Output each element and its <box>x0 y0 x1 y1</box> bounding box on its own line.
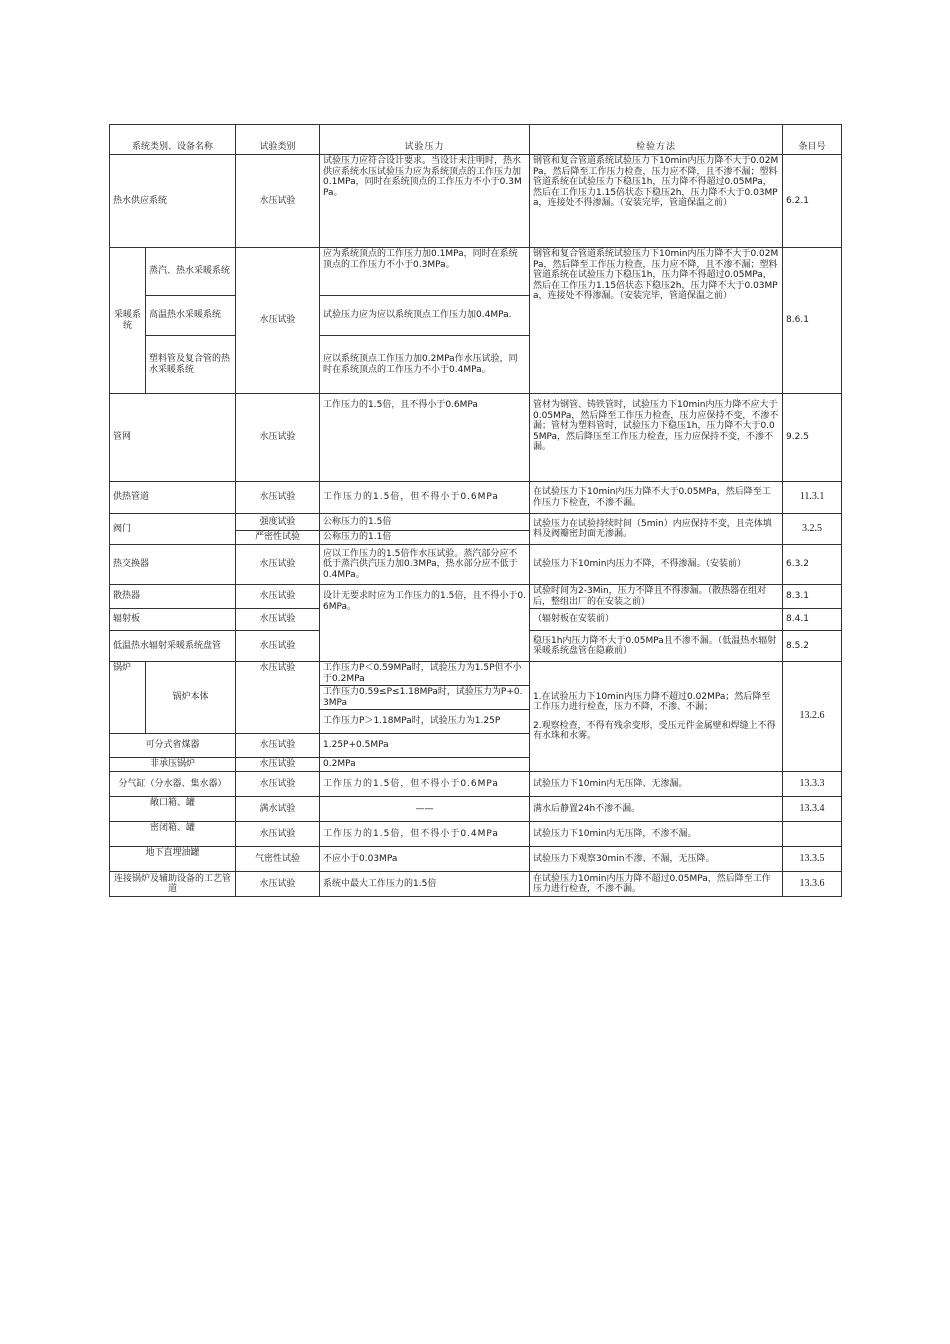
header-clause: 条目号 <box>783 125 842 155</box>
row-name: 低温热水辐射采暖系统盘管 <box>110 631 236 662</box>
heating-pressure3: 应以系统顶点工作压力加0.2MPa作水压试验，同时在系统顶点的工作压力不小于0.4MPa。 <box>320 336 530 394</box>
row-pressure: —— <box>320 797 530 822</box>
row-name: 管网 <box>110 394 236 482</box>
row-clause: 6.3.2 <box>783 545 842 585</box>
row-clause: 13.3.5 <box>783 847 842 872</box>
heating-pressure2: 试验压力应为应以系统顶点工作压力加0.4MPa. <box>320 296 530 336</box>
row-type: 水压试验 <box>236 631 320 662</box>
row-clause: 11.3.1 <box>783 482 842 514</box>
economizer-type: 水压试验 <box>236 734 320 758</box>
boiler-body: 锅炉本体 <box>146 662 236 734</box>
row-clause: 8.3.1 <box>783 585 842 609</box>
row-type: 强度试验 <box>236 514 320 531</box>
table-row <box>110 822 842 847</box>
row-method: 钢管和复合管道系统试验压力下10min内压力降不大于0.02MPa，然后降至工作压力检查，压力应不降，且不渗不漏；塑料管道系统在试验压力下稳压1h，压力降不得超过0.05MPa，然后在工作压力1.15倍状态下稳压2h，压力降不大于0.03MPa，连接处不得渗漏。（安装完毕，管道保温之前） <box>530 155 783 248</box>
economizer-name: 可分式省煤器 <box>110 734 236 758</box>
row-name: 连接锅炉及辅助设备的工艺管道 <box>110 872 236 897</box>
row-type: 水压试验 <box>236 545 320 585</box>
row-method: 稳压1h内压力降不大于0.05MPa且不渗不漏。（低温热水辐射采暖系统盘管在隐蔽前） <box>530 631 783 662</box>
heating-type: 水压试验 <box>236 248 320 394</box>
heating-pressure1: 应为系统顶点的工作压力加0.1MPa，同时在系统顶点的工作压力不小于0.3MPa。 <box>320 248 530 296</box>
row-name: 密闭箱、罐 <box>110 822 236 847</box>
row-name: 敞口箱、罐 <box>110 797 236 822</box>
row-pressure: 公称压力的1.1倍 <box>320 531 530 545</box>
row-method: 试验时间为2-3Min，压力不降且不得渗漏。（散热器在组对后，整组出厂的在安装之前） <box>530 585 783 609</box>
row-method: 试验压力下10min内无压降、无渗漏。 <box>530 772 783 797</box>
header-pressure: 试验压力 <box>320 125 530 155</box>
row-method: 试验压力下观察30min不渗、不漏，无压降。 <box>530 847 783 872</box>
row-name: 辐射板 <box>110 609 236 631</box>
row-method: 满水后静置24h不渗不漏。 <box>530 797 783 822</box>
heating-clause: 8.6.1 <box>783 248 842 394</box>
boiler-pressure3: 工作压力P＞1.18MPa时，试验压力为1.25P <box>320 710 530 734</box>
row-pressure: 工作压力的1.5倍，且不得小于0.6MPa <box>320 394 530 482</box>
row-pressure: 工作压力的1.5倍，但不得小于0.6MPa <box>320 772 530 797</box>
row-clause: 13.3.3 <box>783 772 842 797</box>
row-clause <box>783 822 842 847</box>
table-row <box>110 514 842 531</box>
table-row <box>110 482 842 514</box>
row-type: 水压试验 <box>236 772 320 797</box>
header-method: 检验方法 <box>530 125 783 155</box>
row-method: 管材为钢管、铸铁管时，试验压力下10min内压力降不应大于0.05MPa，然后降至工作压力检查，压力应保持不变，不渗不漏；管材为塑料管时，试验压力下稳压1h，压力降不大于0.05MPa，然后降压至工作压力检查，压力应保持不变，不渗不漏。 <box>530 394 783 482</box>
document-page <box>109 124 841 897</box>
row-type: 水压试验 <box>236 609 320 631</box>
row-clause: 9.2.5 <box>783 394 842 482</box>
row-type: 满水试验 <box>236 797 320 822</box>
row-type: 水压试验 <box>236 872 320 897</box>
row-clause: 13.3.6 <box>783 872 842 897</box>
row-type: 水压试验 <box>236 394 320 482</box>
row-pressure: 试验压力应符合设计要求。当设计未注明时，热水供应系统水压试验压力应为系统顶点的工作压力加0.1MPa，同时在系统顶点的工作压力不小于0.3MPa。 <box>320 155 530 248</box>
row-method: 在试验压力下10min内压力降不大于0.05MPa，然后降至工作压力下检查，不渗不漏。 <box>530 482 783 514</box>
row-type: 严密性试验 <box>236 531 320 545</box>
table-row <box>110 847 842 872</box>
row-clause: 8.5.2 <box>783 631 842 662</box>
heating-group: 采暖系统 <box>110 248 146 394</box>
row-type: 水压试验 <box>236 822 320 847</box>
row-name: 热交换器 <box>110 545 236 585</box>
row-name: 散热器 <box>110 585 236 609</box>
row-clause: 3.2.5 <box>783 514 842 545</box>
table-row <box>110 797 842 822</box>
row-type: 水压试验 <box>236 585 320 609</box>
boiler-method-step1: 1.在试验压力下10min内压力降不超过0.02MPa；然后降至工作压力进行检查，压力不降，不渗、不漏； <box>533 691 771 712</box>
row-pressure: 工作压力的1.5倍，但不得小于0.6MPa <box>320 482 530 514</box>
row-type: 水压试验 <box>236 155 320 248</box>
row-name: 供热管道 <box>110 482 236 514</box>
heating-sub3: 塑料管及复合管的热水采暖系统 <box>146 336 236 394</box>
row-method: 在试验压力10min内压力降不超过0.05MPa，然后降至工作压力进行检查，不渗不漏。 <box>530 872 783 897</box>
table-row <box>110 394 842 482</box>
header-test-type: 试验类别 <box>236 125 320 155</box>
heating-method: 钢管和复合管道系统试验压力下10min内压力降不大于0.02MPa，然后降至工作压力检查，压力应不降，且不渗不漏；塑料管道系统在试验压力下稳压1h，压力降不得超过0.05MPa，然后在工作压力1.15倍状态下稳压2h，压力降不大于0.03MPa，连接处不得渗漏。（安装完毕，管道保温之前） <box>530 248 783 394</box>
boiler-method <box>530 662 783 772</box>
boiler-type: 水压试验 <box>236 662 320 734</box>
row-method: 试验压力在试验持续时间（5min）内应保持不变，且壳体填料及阀瓣密封面无渗漏。 <box>530 514 783 545</box>
row-name: 分气缸（分水器、集水器） <box>110 772 236 797</box>
boiler-pressure1: 工作压力P＜0.59MPa时，试验压力为1.5P但不小于0.2MPa <box>320 662 530 686</box>
boiler-pressure2: 工作压力0.59≤P≤1.18MPa时，试验压力为P+0.3MPa <box>320 686 530 710</box>
row-pressure: 系统中最大工作压力的1.5倍 <box>320 872 530 897</box>
row-method: （辐射板在安装前） <box>530 609 783 631</box>
row-clause: 13.3.4 <box>783 797 842 822</box>
boiler-method-step2: 2.观察检查，不得有残余变形，受压元件金属壁和焊缝上不得有水珠和水雾。 <box>533 720 776 741</box>
heating-sub1: 蒸汽、热水采暖系统 <box>146 248 236 296</box>
row-clause: 8.4.1 <box>783 609 842 631</box>
row-method: 试验压力下10min内压力不降，不得渗漏。（安装前） <box>530 545 783 585</box>
nonpressure-pressure: 0.2MPa <box>320 758 530 772</box>
heating-sub2: 高温热水采暖系统 <box>146 296 236 336</box>
row-pressure: 工作压力的1.5倍，但不得小于0.4MPa <box>320 822 530 847</box>
row-clause: 6.2.1 <box>783 155 842 248</box>
row-type: 水压试验 <box>236 482 320 514</box>
row-name: 阀门 <box>110 514 236 545</box>
table-row <box>110 248 842 296</box>
header-row <box>110 125 842 155</box>
table-row <box>110 872 842 897</box>
row-name: 热水供应系统 <box>110 155 236 248</box>
row-name: 地下直埋油罐 <box>110 847 236 872</box>
table-row <box>110 545 842 585</box>
table-row <box>110 585 842 609</box>
economizer-pressure: 1.25P+0.5MPa <box>320 734 530 758</box>
table-row <box>110 662 842 686</box>
row-pressure: 公称压力的1.5倍 <box>320 514 530 531</box>
table-row <box>110 155 842 248</box>
row-method: 试验压力下10min内无压降，不渗不漏。 <box>530 822 783 847</box>
table-row <box>110 772 842 797</box>
row-pressure: 应以工作压力的1.5倍作水压试验。蒸汽部分应不低于蒸汽供汽压力加0.3MPa，热水部分应不低于0.4MPa。 <box>320 545 530 585</box>
header-system: 系统类别、设备名称 <box>110 125 236 155</box>
nonpressure-name: 非承压锅炉 <box>110 758 236 772</box>
boiler-group: 锅炉 <box>110 662 146 734</box>
pressure-test-table <box>109 124 842 897</box>
nonpressure-type: 水压试验 <box>236 758 320 772</box>
boiler-clause: 13.2.6 <box>783 662 842 772</box>
row-type: 气密性试验 <box>236 847 320 872</box>
row-pressure: 不应小于0.03MPa <box>320 847 530 872</box>
row-pressure: 设计无要求时应为工作压力的1.5倍，且不得小于0.6MPa。 <box>320 585 530 662</box>
